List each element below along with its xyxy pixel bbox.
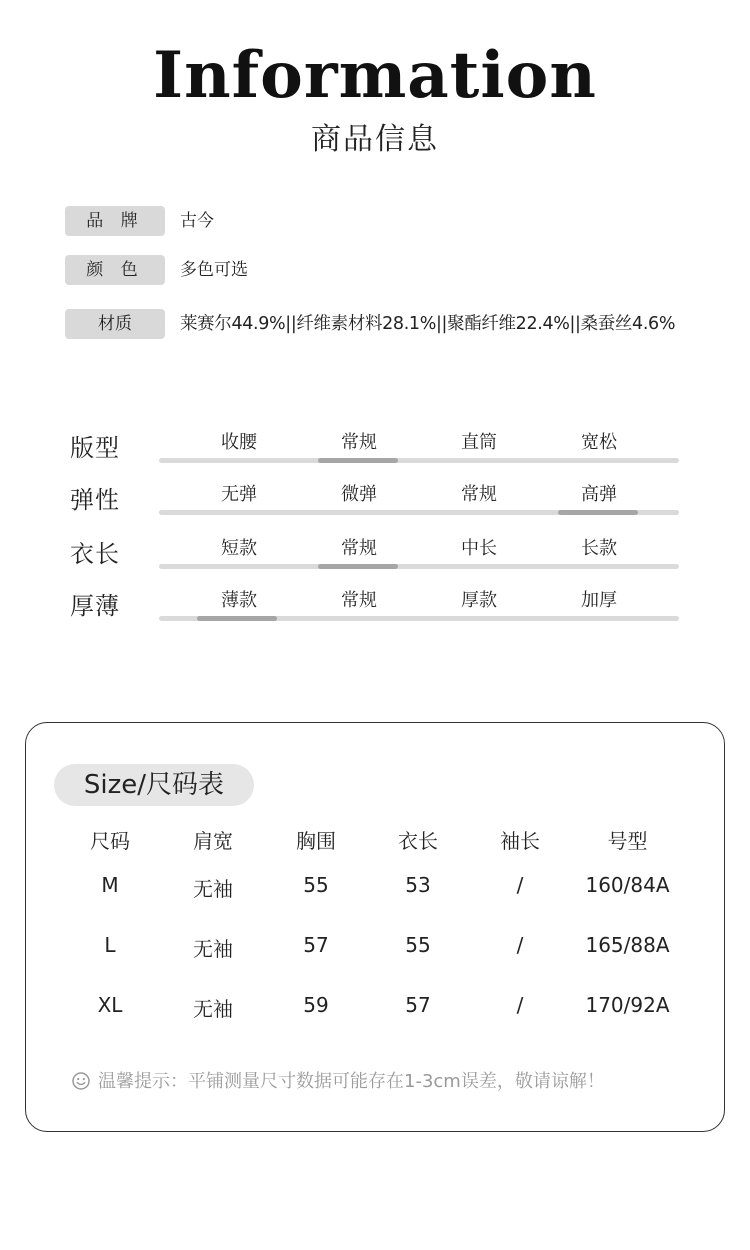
material-value: 莱赛尔44.9%||纤维素材料28.1%||聚酯纤维22.4%||桑蚕丝4.6% (180, 314, 676, 334)
table-cell: / (516, 993, 524, 1017)
table-row (54, 873, 674, 933)
attr-row-length (70, 534, 680, 584)
attr-option: 收腰 (221, 432, 257, 453)
column-header: 衣长 (398, 829, 438, 853)
color-value: 多色可选 (180, 260, 248, 280)
column-header: 号型 (607, 829, 648, 853)
column-header: 肩宽 (193, 829, 233, 853)
table-cell: 无袖 (193, 937, 233, 961)
attr-option: 高弹 (581, 484, 617, 505)
attr-option: 常规 (341, 432, 377, 453)
attr-option: 厚款 (461, 590, 497, 611)
attr-name: 厚薄 (70, 592, 120, 620)
attr-option: 长款 (581, 538, 617, 559)
attr-name: 版型 (70, 434, 120, 462)
attr-option: 加厚 (581, 590, 617, 611)
attr-option: 宽松 (581, 432, 617, 453)
size-table (54, 825, 674, 1053)
table-row (54, 933, 674, 993)
table-row (54, 993, 674, 1053)
attr-row-elasticity (70, 480, 680, 530)
table-cell: XL (97, 993, 123, 1017)
brand-value: 古今 (180, 211, 214, 231)
table-cell: 170/92A (585, 993, 670, 1017)
attr-track (159, 564, 679, 569)
table-cell: 55 (405, 933, 431, 957)
table-cell: 165/88A (585, 933, 670, 957)
brand-label: 品 牌 (65, 206, 165, 236)
attr-selected-marker (197, 616, 277, 621)
table-cell: 53 (405, 873, 431, 897)
attr-selected-marker (558, 510, 638, 515)
attr-option: 中长 (461, 538, 497, 559)
table-cell: / (516, 873, 524, 897)
table-cell: 59 (303, 993, 329, 1017)
attr-option: 短款 (221, 538, 257, 559)
attr-option: 微弹 (341, 484, 377, 505)
attr-row-thickness (70, 586, 680, 636)
attr-option: 常规 (461, 484, 497, 505)
attr-selected-marker (318, 458, 398, 463)
attr-row-fit (70, 428, 680, 478)
column-header: 袖长 (500, 829, 540, 853)
attr-option: 薄款 (221, 590, 257, 611)
table-header-row (54, 825, 674, 873)
page-title-cn: 商品信息 (311, 122, 439, 157)
attr-option: 无弹 (221, 484, 257, 505)
attr-option: 直筒 (461, 432, 497, 453)
table-cell: 无袖 (193, 877, 233, 901)
column-header: 尺码 (90, 829, 130, 853)
attr-selected-marker (318, 564, 398, 569)
attr-track (159, 458, 679, 463)
table-cell: 57 (405, 993, 431, 1017)
attr-option: 常规 (341, 538, 377, 559)
size-tip (72, 1067, 692, 1093)
table-cell: 无袖 (193, 997, 233, 1021)
size-chart-title: Size/尺码表 (54, 764, 254, 806)
attr-name: 弹性 (70, 486, 120, 514)
table-cell: M (101, 873, 119, 897)
page-title-en: Information (153, 38, 597, 113)
table-cell: 55 (303, 873, 329, 897)
attr-option: 常规 (341, 590, 377, 611)
table-cell: 160/84A (585, 873, 670, 897)
table-cell: 57 (303, 933, 329, 957)
color-label: 颜 色 (65, 255, 165, 285)
table-cell: / (516, 933, 524, 957)
attr-name: 衣长 (70, 540, 120, 568)
table-cell: L (104, 933, 116, 957)
material-label: 材质 (65, 309, 165, 339)
column-header: 胸围 (296, 829, 336, 853)
size-tip-text: 温馨提示：平铺测量尺寸数据可能存在1-3cm误差，敬请谅解！ (98, 1071, 605, 1092)
size-chart-card (25, 722, 725, 1132)
smile-icon (72, 1072, 90, 1090)
